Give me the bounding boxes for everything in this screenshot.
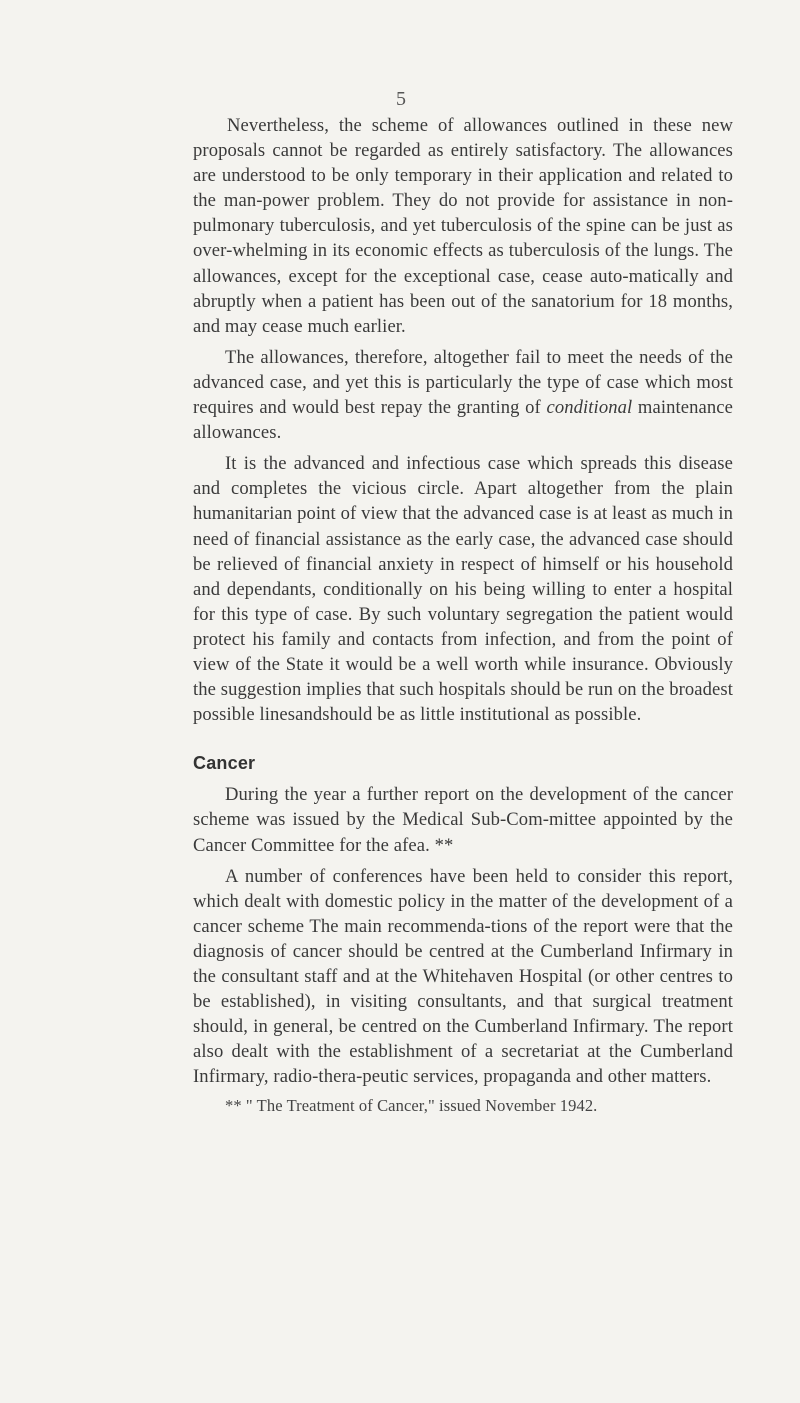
paragraph-advanced-case-end: maintenance allowances. [193, 397, 733, 444]
paragraph-conferences: A number of conferences have been held to consider this report, which dealt with domestic policy in the matter of the development of a cancer scheme The main recommenda-tions of the report were that the diagnosis of cancer should be centred at the Cumberland Infirmary in the consultant staff and at the Whitehaven Hospital (or other centres to be established), in visiting consultants, and that surgical treatment should, in general, be centred on the Cumberland Infirmary. The report also dealt with the establishment of a secretariat at the Cumberland Infirmary, radio-thera-peutic services, propaganda and other matters. [193, 865, 733, 1088]
footnote: ** " The Treatment of Cancer," issued November 1942. [225, 1096, 598, 1116]
page-number: 5 [396, 88, 406, 110]
paragraph-advanced-case-text: The allowances, therefore, altogether fail to meet the needs of the advanced case, and yet this is particularly the type of case which most requires and would best repay the granting of [193, 346, 733, 419]
paragraph-advanced-case [193, 345, 733, 445]
paragraph-cancer-report: During the year a further report on the development of the cancer scheme was issued by the Medical Sub-Com-mittee appointed by the Cancer Committee for the afea. ** [193, 784, 733, 856]
paragraph-infectious-case: It is the advanced and infectious case which spreads this disease and completes the vicious circle. Apart altogether from the plain humanitarian point of view that the advanced case is at least as much in need of financial assistance as the early case, the advanced case should be relieved of financial anxiety in respect of himself or his household and dependants, conditionally on his being willing to enter a hospital for this type of case. By such voluntary segregation the patient would protect his family and contacts from infection, and from the point of view of the State it would be a well worth while insurance. Obviously the suggestion implies that such hospitals should be run on the broadest possible linesandshould be as little institutional as possible. [193, 453, 733, 726]
section-heading-cancer: Cancer [193, 753, 256, 774]
paragraph-advanced-case-emphasis: conditional [546, 397, 633, 419]
paragraph-allowances-scheme: Nevertheless, the scheme of allowances outlined in these new proposals cannot be regarded as entirely satisfactory. The allowances are understood to be only temporary in their application and related to the man-power problem. They do not provide for assistance in non-pulmonary tuberculosis, and yet tuberculosis of the spine can be just as over-whelming in its economic effects as tuberculosis of the lungs. The allowances, except for the exceptional case, cease auto-matically and abruptly when a patient has been out of the sanatorium for 18 months, and may cease much earlier. [193, 115, 733, 337]
body-text [193, 113, 733, 1123]
